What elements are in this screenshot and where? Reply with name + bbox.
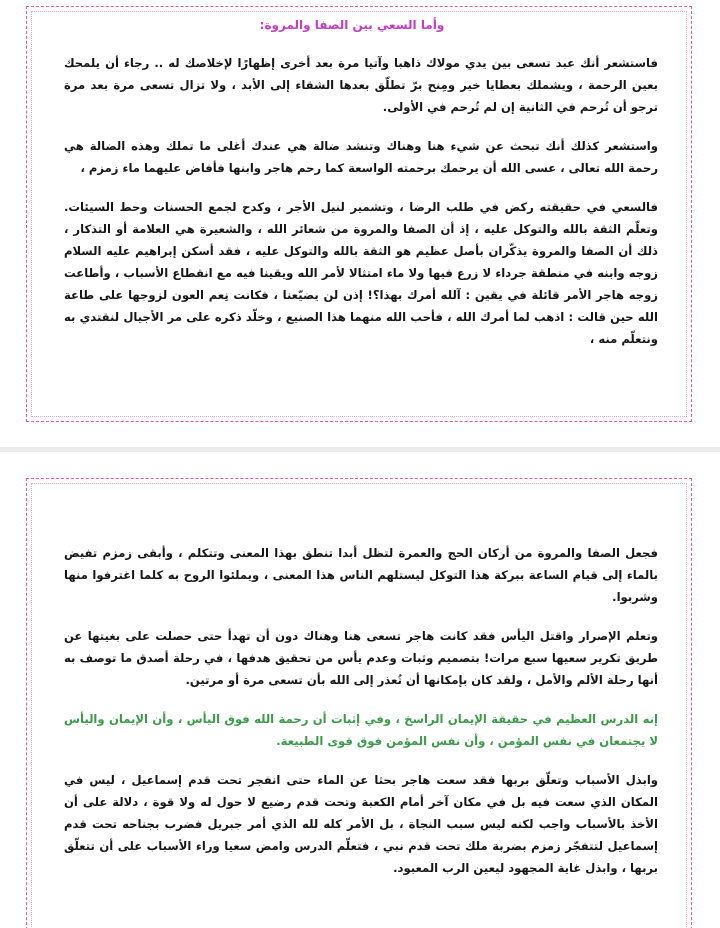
document-page-2 — [0, 452, 720, 928]
highlighted-paragraph: إنه الدرس العظيم في حقيقة الإيمان الراسخ ، وفي إثبات أن رحمة الله فوق اليأس ، وأن الإيمان واليأس لا يجتمعان في نفس المؤمن ، وأن نفس المؤمن فوق قوى الطبيعة. — [64, 712, 658, 748]
paragraph: واستشعر كذلك أنك تبحث عن شيء هنا وهناك وتنشد ضالة هي عندك أغلى ما تملك وهذه الضالة هي رحمة الله تعالى ، عسى الله أن يرحمك برحمته الواسعة كما رحم هاجر وابنها فأفاض عليهما ماء زمزم ، — [64, 139, 658, 175]
page-1-content — [64, 14, 658, 367]
paragraph: فالسعي في حقيقته ركض في طلب الرضا ، وتشمير لنيل الأجر ، وكدح لجمع الحسنات وحط السيئات. وتعلّم الثقة بالله والتوكل عليه ، إذ أن الصفا والمروة من شعائر الله ، والشعيرة هي العلامة أو التذكار ، ذلك أن الصفا والمروة يذكّران بأصل عظيم هو الثقة بالله والتوكل عليه ، فقد أسكن إبراهيم عليه السلام زوجه وابنه في منطقة جرداء لا زرع فيها ولا ماء امتثالا لأمر الله ويقينا فيه مع انقطاع الأسباب ، وأطاعت زوجه هاجر الأمر قائلة في يقين : آلله أمرك بهذا؟! إذن لن يضيّعنا ، فكانت نِعم العون لزوجها على طاعة الله حين قالت : اذهب لما أمرك الله ، فأحب الله منهما هذا الصنيع ، وخلّد ذكره على مر الأجيال لنقتدي به ونتعلّم منه ، — [64, 200, 658, 346]
section-heading: وأما السعي بين الصفا والمروة: — [259, 18, 445, 32]
paragraph: وابذل الأسباب وتعلّق بربها فقد سعت هاجر بحثا عن الماء حتى انفجر تحت قدم إسماعيل ، ليس في المكان الذي سعت فيه بل في مكان آخر أمام الكعبة وتحت قدم رضيع لا حول له ولا قوة ، دلالة على أن الأخذ بالأسباب واجب لكنه ليس سبب النجاة ، بل الأمر كله لله الذي أمر جبريل فضرب بجناحه تحت قدم إسماعيل لتتفجّر زمزم بضربة ملك تحت قدم نبي ، فتعلّم الدرس وامض سعيا وراء الأسباب على أن تتعلّق بربها ، وابذل غاية المجهود ليعين الرب المعبود. — [64, 773, 658, 875]
document-page-1 — [0, 0, 720, 447]
paragraph: وتعلم الإصرار واقتل اليأس فقد كانت هاجر تسعى هنا وهناك دون أن تهدأ حتى حصلت على بغيتها عن طريق تكرير سعيها سبع مرات! بتصميم وثبات وعدم يأس من تحقيق هدفها ، في رحلة أصدق ما توصف به أنها رحلة الألم والأمل ، ولقد كان بإمكانها أن تُعذر إلى الله بأن تسعى مرة أو مرتين. — [64, 629, 658, 687]
paragraph: فاستشعر أنك عبد تسعى بين يدي مولاك ذاهبا وآتيا مرة بعد أخرى إظهارًا لإخلاصك له .. رجاء أن يلمحك بعين الرحمة ، ويشملك بعطايا خير ومِنح برّ تطلّق بعدها الشقاء إلى الأبد ، ولا تزال تسعى مرة بعد مرة ترجو أن تُرحم في الثانية إن لم تُرحم في الأولى. — [64, 56, 658, 114]
page-2-content — [64, 542, 658, 896]
paragraph: فجعل الصفا والمروة من أركان الحج والعمرة لتظل أبدا تنطق بهذا المعنى وتتكلم ، وأبقى زمزم تفيض بالماء إلى قيام الساعة ببركة هذا التوكل ليستلهم الناس هذا المعنى ، ويملئوا الروح به كلما اغترفوا منها وشربوا. — [64, 546, 658, 604]
